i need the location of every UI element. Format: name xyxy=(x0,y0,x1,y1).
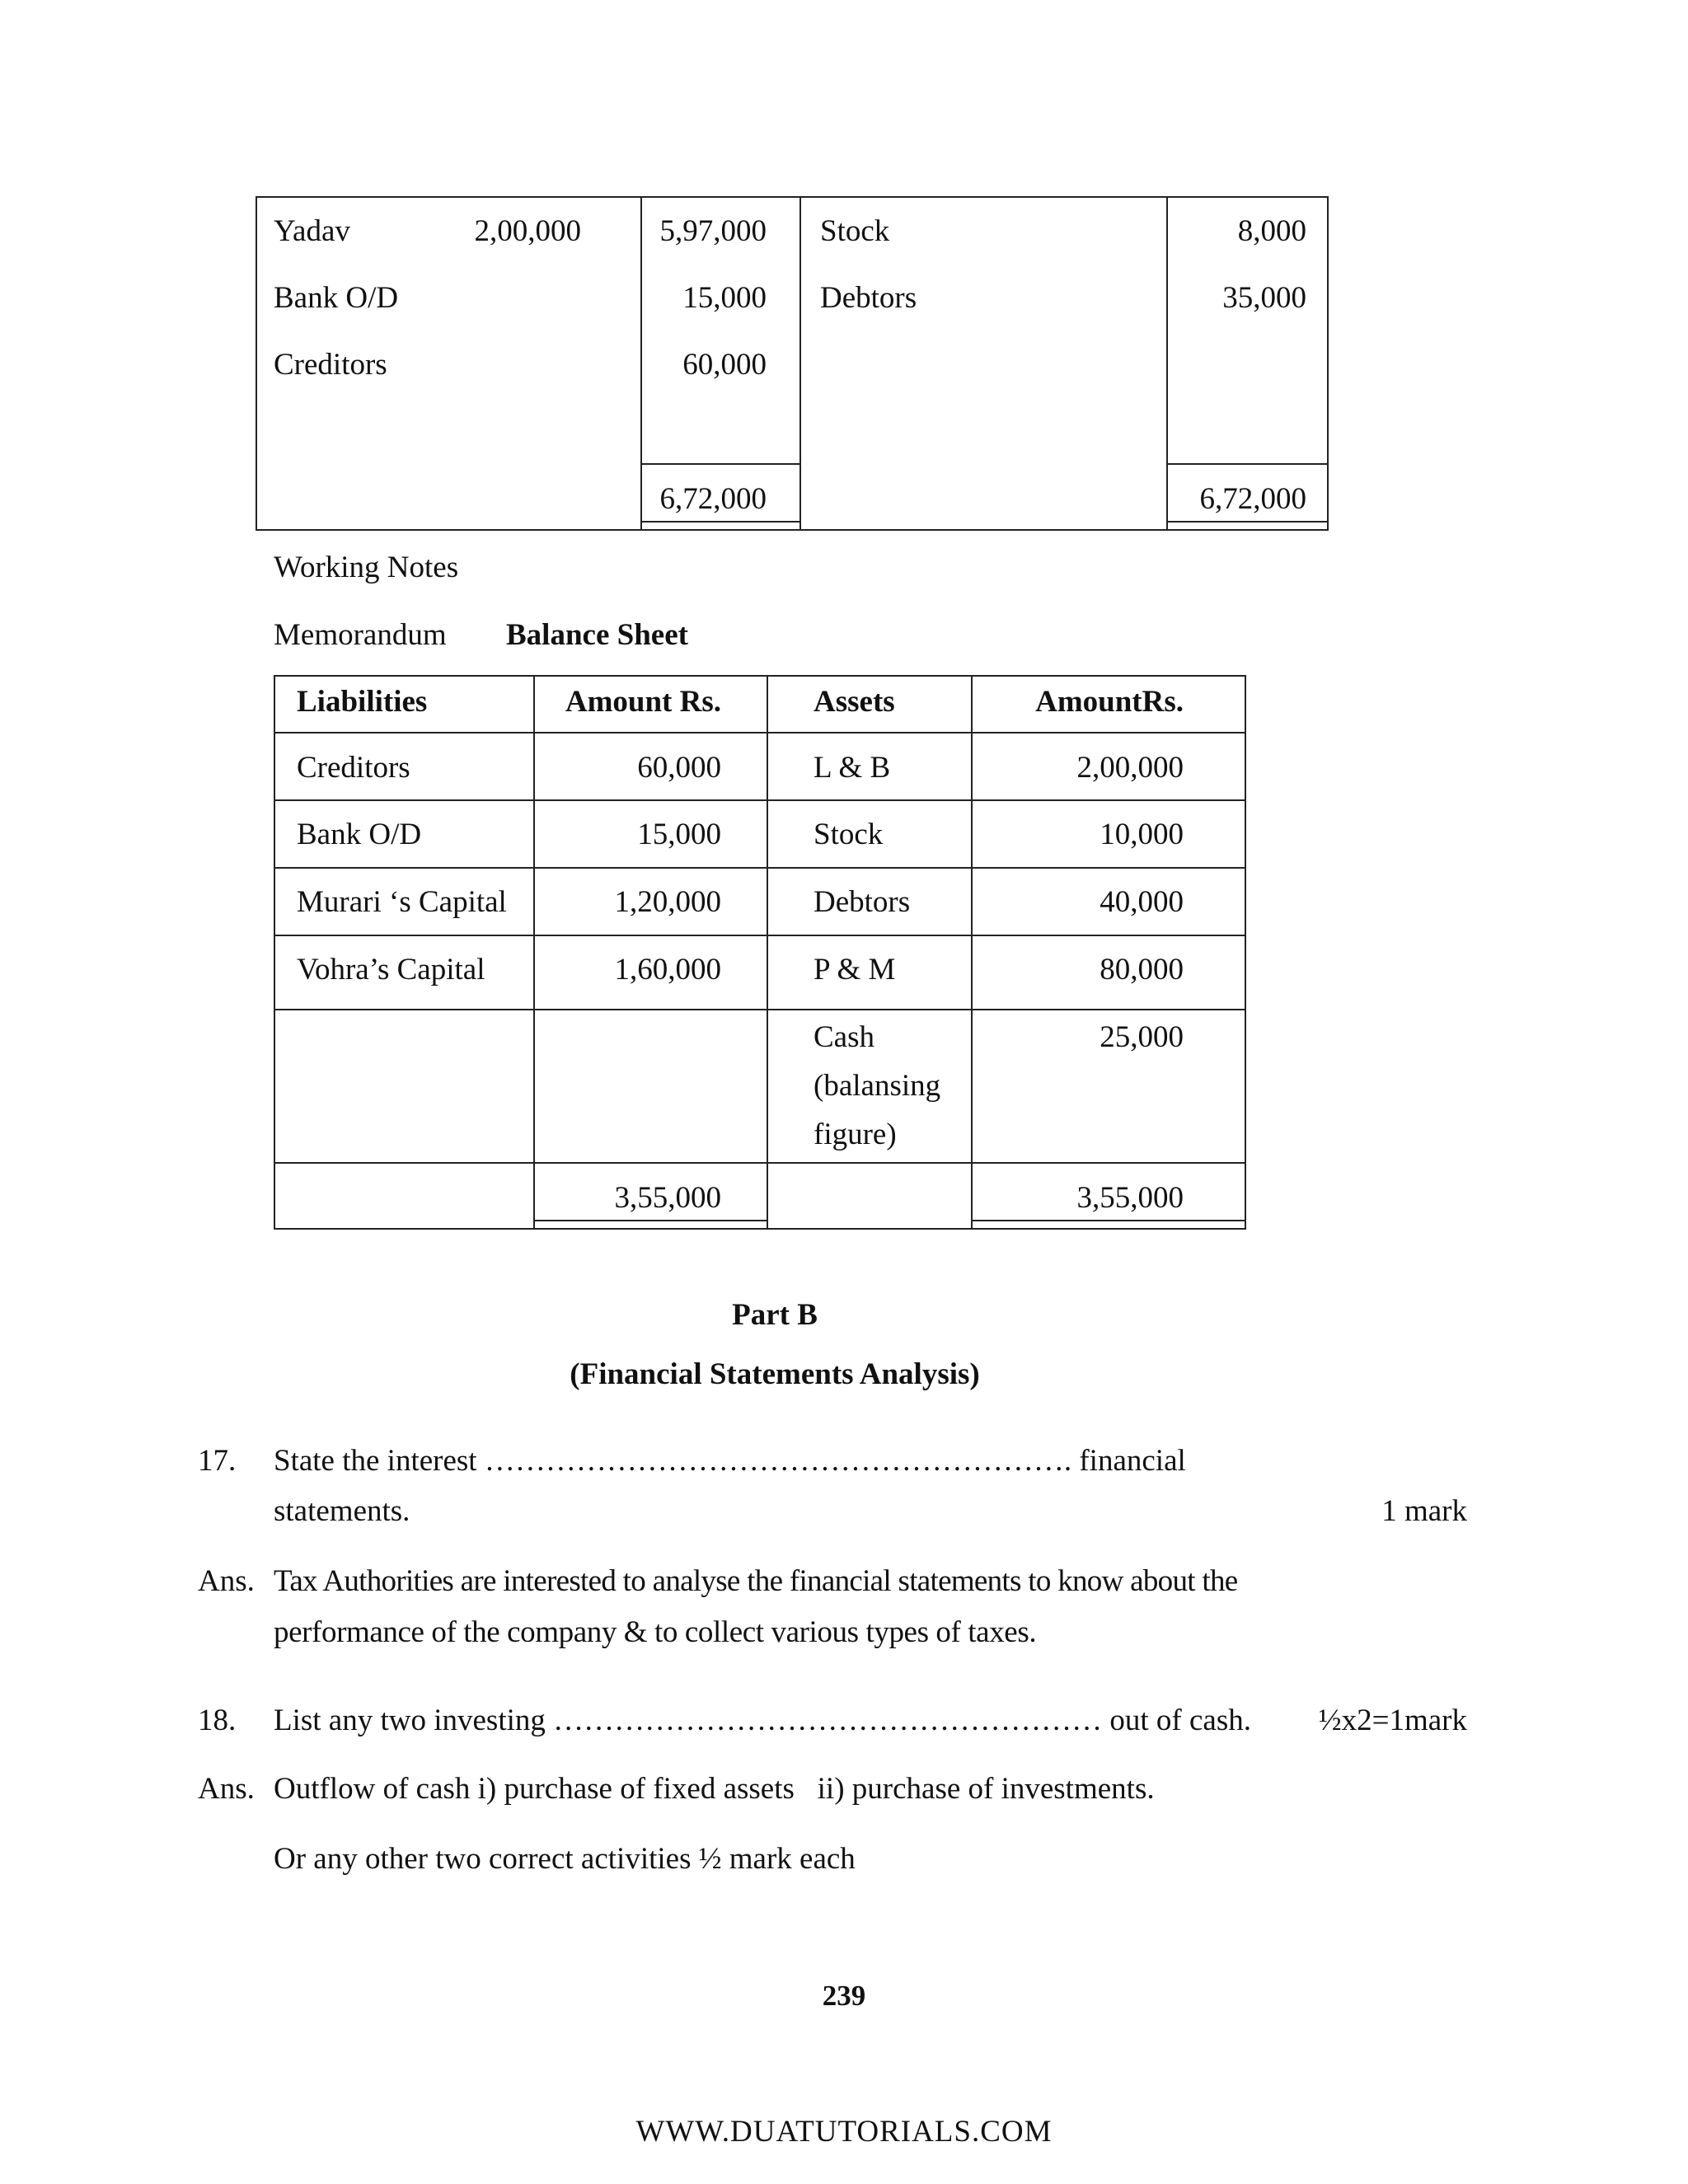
bs-liability-amount: 1,20,000 xyxy=(614,885,721,919)
bs-row-line xyxy=(274,799,1246,801)
bs-border-top xyxy=(274,675,1246,677)
answer-label: Ans. xyxy=(198,1564,255,1598)
top-total-rule-left xyxy=(640,463,801,465)
bs-row-line xyxy=(274,732,1246,733)
page-number: 239 xyxy=(822,1980,866,2012)
bs-row-line xyxy=(274,1009,1246,1010)
top-row-asset-amount: 35,000 xyxy=(1222,281,1306,315)
balance-sheet-title: Balance Sheet xyxy=(506,618,688,652)
bs-header-amount: Amount Rs. xyxy=(565,685,721,719)
bs-total-right: 3,55,000 xyxy=(1076,1181,1184,1215)
bs-double-rule-left xyxy=(533,1220,767,1221)
answer-text: Or any other two correct activities ½ mark each xyxy=(274,1842,856,1876)
question-marks: ½x2=1mark xyxy=(1318,1704,1467,1737)
bs-cash-amount: 25,000 xyxy=(1100,1020,1184,1054)
top-row-label: Yadav xyxy=(274,214,350,248)
bs-liability-amount: 1,60,000 xyxy=(614,953,721,987)
bs-liability: Bank O/D xyxy=(297,818,422,851)
bs-header-liabilities: Liabilities xyxy=(297,685,428,719)
top-row-asset: Debtors xyxy=(820,281,917,315)
top-table-divider-2 xyxy=(799,196,801,531)
top-row-asset-amount: 8,000 xyxy=(1237,214,1306,248)
bs-border-left xyxy=(274,675,275,1230)
bs-asset: L & B xyxy=(814,751,891,785)
answer-text: Tax Authorities are interested to analyse the financial statements to know about the xyxy=(274,1564,1238,1598)
question-text: State the interest …………………………………………………. financial xyxy=(274,1444,1186,1478)
top-total-left: 6,72,000 xyxy=(659,482,767,516)
bs-double-rule-right xyxy=(971,1220,1246,1221)
top-row-asset: Stock xyxy=(820,214,890,248)
answer-text: performance of the company & to collect various types of taxes. xyxy=(274,1615,1037,1649)
top-row-sub: 2,00,000 xyxy=(474,214,581,248)
top-total-right: 6,72,000 xyxy=(1199,482,1306,516)
answer-text: Outflow of cash i) purchase of fixed assets ii) purchase of investments. xyxy=(274,1772,1155,1806)
bs-header-assets: Assets xyxy=(814,685,895,719)
bs-asset-amount: 40,000 xyxy=(1100,885,1184,919)
bs-liability: Creditors xyxy=(297,751,410,785)
bs-liability-amount: 60,000 xyxy=(637,751,721,785)
bs-asset: Stock xyxy=(814,818,884,851)
top-row-amount: 15,000 xyxy=(682,281,767,315)
bs-border-right xyxy=(1245,675,1246,1230)
top-table-border-left xyxy=(256,196,257,531)
bs-asset: P & M xyxy=(814,953,896,987)
bs-col-line xyxy=(971,675,973,1230)
question-marks: 1 mark xyxy=(1381,1494,1467,1528)
top-table-divider-3 xyxy=(1166,196,1168,531)
top-row-amount: 60,000 xyxy=(682,348,767,382)
question-number: 17. xyxy=(198,1444,237,1478)
bs-cash-line: (balansing xyxy=(814,1069,941,1103)
part-subtitle: (Financial Statements Analysis) xyxy=(570,1357,980,1391)
bs-asset-amount: 10,000 xyxy=(1100,818,1184,851)
top-row-amount: 5,97,000 xyxy=(659,214,767,248)
bs-total-left: 3,55,000 xyxy=(614,1181,721,1215)
bs-row-line xyxy=(274,935,1246,936)
bs-cash-line: figure) xyxy=(814,1118,897,1151)
bs-asset-amount: 80,000 xyxy=(1100,953,1184,987)
top-total-rule-right xyxy=(1166,463,1329,465)
part-title: Part B xyxy=(732,1298,818,1332)
bs-asset: Debtors xyxy=(814,885,911,919)
top-double-rule-left xyxy=(640,521,801,523)
top-table-divider-1 xyxy=(640,196,642,531)
answer-label: Ans. xyxy=(198,1772,255,1806)
bs-row-line xyxy=(274,867,1246,869)
question-number: 18. xyxy=(198,1704,237,1737)
bs-liability: Vohra’s Capital xyxy=(297,953,485,987)
bs-col-line xyxy=(533,675,535,1230)
footer-url: WWW.DUATUTORIALS.COM xyxy=(635,2115,1053,2149)
bs-col-line xyxy=(767,675,768,1230)
bs-header-amount-assets: AmountRs. xyxy=(1035,685,1184,719)
top-table-border-right xyxy=(1327,196,1329,531)
top-double-rule-right xyxy=(1166,521,1329,523)
top-row-label: Bank O/D xyxy=(274,281,399,315)
bs-liability-amount: 15,000 xyxy=(637,818,721,851)
top-row-label: Creditors xyxy=(274,348,387,382)
bs-liability: Murari ‘s Capital xyxy=(297,885,507,919)
working-notes-heading: Working Notes xyxy=(274,551,459,584)
bs-row-line xyxy=(274,1162,1246,1164)
bs-border-bottom xyxy=(274,1228,1246,1230)
question-text: List any two investing ……………………………………………… out of cash. xyxy=(274,1704,1251,1737)
memo-prefix: Memorandum xyxy=(274,618,447,652)
bs-asset-amount: 2,00,000 xyxy=(1076,751,1184,785)
question-text: statements. xyxy=(274,1494,410,1528)
bs-cash-line: Cash xyxy=(814,1020,874,1054)
